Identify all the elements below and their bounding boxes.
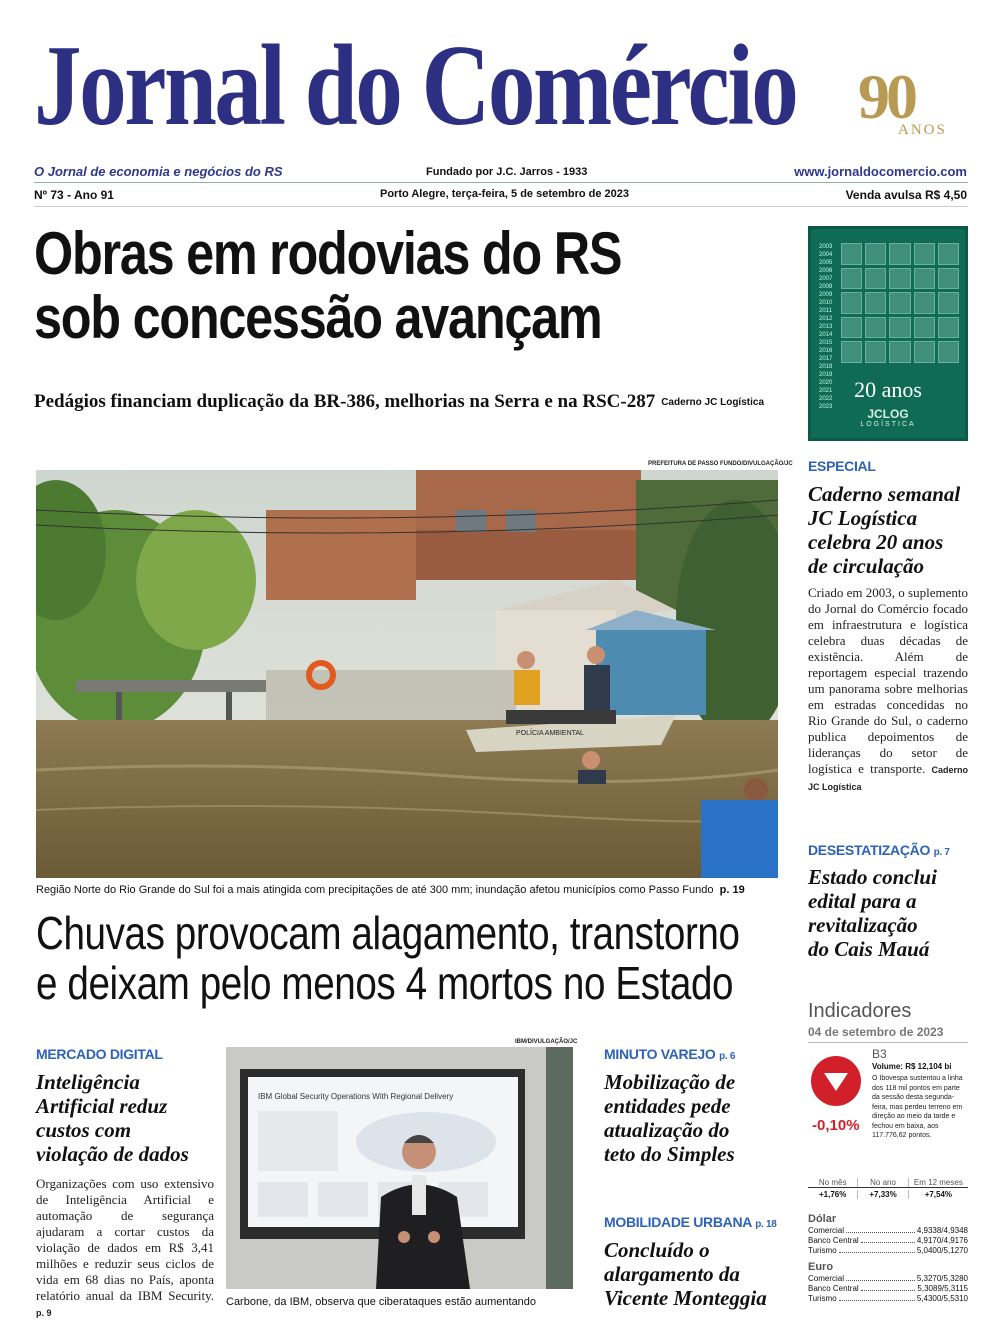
photo1-caption: Região Norte do Rio Grande do Sul foi a mais atingida com precipitações de até 300 mm; inundação afetou municípios como Passo Fundo p. 19 <box>36 884 745 896</box>
promo-year: 2021 <box>819 388 833 394</box>
photo1-page: p. 19 <box>719 884 745 896</box>
euro-row: Comercial 5,3270/5,3280 <box>808 1274 968 1283</box>
especial-section: ESPECIAL <box>808 458 876 474</box>
promo-year: 2019 <box>819 372 833 378</box>
promo-year: 2018 <box>819 364 833 370</box>
promo-year: 2016 <box>819 348 833 354</box>
issue-date: Porto Alegre, terça-feira, 5 de setembro de 2023 <box>380 188 630 200</box>
promo-year: 2017 <box>819 356 833 362</box>
promo-year: 2022 <box>819 396 833 402</box>
screen-title: IBM Global Security Operations With Regional Delivery <box>258 1092 454 1101</box>
especial-headline[interactable]: Caderno semanal JC Logística celebra 20 anos de circulação <box>808 482 961 578</box>
mercado-page: p. 9 <box>36 1308 52 1318</box>
dolar-row: Banco Central 4,9170/4,9176 <box>808 1236 968 1245</box>
promo-year: 2006 <box>819 268 833 274</box>
b3-change: -0,10% <box>812 1117 860 1134</box>
jc-logistica-promo[interactable] <box>808 226 968 441</box>
lead-headline[interactable] <box>34 222 672 350</box>
perf-values: +1,76% +7,33% +7,54% <box>808 1190 968 1199</box>
dolar-title: Dólar <box>808 1213 837 1225</box>
website-link[interactable]: www.jornaldocomercio.com <box>794 164 967 179</box>
photo2-caption: Carbone, da IBM, observa que ciberataques estão aumentando <box>226 1296 537 1308</box>
boat-text: POLÍCIA AMBIENTAL <box>516 730 584 737</box>
price: Venda avulsa R$ 4,50 <box>845 188 967 202</box>
masthead-divider <box>34 182 968 183</box>
lead-deck-text: Pedágios financiam duplicação da BR-386, melhorias na Serra e na RSC-287 <box>34 391 656 412</box>
masthead-title: Jornal do Comércio <box>34 22 797 150</box>
mercado-body: Organizações com uso extensivo de Inteligência Artificial e automação de segurança ajudaram a cortar custos da violação de dados em R$ 3,41 milhões e reduzir seus ciclos de vida em 68 dias no País, aponta relatório anual da IBM Security. p. 9 <box>36 1176 214 1318</box>
b3-label: B3 <box>872 1047 887 1061</box>
mercado-section: MERCADO DIGITAL <box>36 1046 163 1062</box>
founded-note: Fundado por J.C. Jarros - 1933 <box>426 166 588 178</box>
lead-deck <box>34 391 764 413</box>
promo-year: 2008 <box>819 284 833 290</box>
promo-year: 2011 <box>819 308 832 314</box>
lead-deck-tag: Caderno JC Logística <box>661 397 765 409</box>
mobilidade-section: MOBILIDADE URBANA p. 18 <box>604 1214 777 1230</box>
promo-year: 2003 <box>819 244 833 250</box>
slogan: O Jornal de economia e negócios do RS <box>34 164 283 179</box>
promo-year: 2013 <box>819 324 833 330</box>
dolar-row: Turismo 5,0400/5,1270 <box>808 1246 968 1255</box>
especial-tag: Caderno JC Logística <box>808 765 968 792</box>
desestatizacao-headline[interactable]: Estado conclui edital para a revitalização do Cais Mauá <box>808 865 937 961</box>
indicadores-date: 04 de setembro de 2023 <box>808 1025 944 1039</box>
down-arrow-icon <box>811 1056 861 1106</box>
mobilidade-headline[interactable]: Concluído o alargamento da Vicente Monteggia <box>604 1238 767 1310</box>
varejo-headline[interactable]: Mobilização de entidades pede atualização do teto do Simples <box>604 1070 736 1166</box>
promo-title: 20 anos <box>854 377 922 402</box>
euro-row: Turismo 5,4300/5,5310 <box>808 1294 968 1303</box>
promo-year: 2023 <box>819 404 833 410</box>
promo-year: 2004 <box>819 252 833 258</box>
anniversary-label: ANOS <box>898 122 947 138</box>
promo-year: 2012 <box>819 316 833 322</box>
ibm-photo <box>226 1047 573 1289</box>
euro-title: Euro <box>808 1261 834 1273</box>
promo-year: 2005 <box>819 260 833 266</box>
desestatizacao-section: DESESTATIZAÇÃO p. 7 <box>808 842 950 858</box>
promo-year: 2007 <box>819 276 833 282</box>
varejo-section: MINUTO VAREJO p. 6 <box>604 1046 736 1062</box>
b3-volume: Volume: R$ 12,104 bi <box>872 1062 952 1071</box>
info-divider <box>34 206 968 207</box>
jclog-logo: JCLOG LOGÍSTICA <box>860 407 916 428</box>
dolar-table <box>808 1226 968 1256</box>
flood-photo <box>36 470 778 878</box>
especial-body: Criado em 2003, o suplemento do Jornal do Comércio focado em infraestrutura e logística celebra duas décadas de existência. Além de reportagem especial trazendo um panorama sobre melhorias em estradas concedidas no Rio Grande do Sul, o caderno publica depoimentos de lideranças do setor de logística e transporte. Caderno JC Logística <box>808 585 968 792</box>
perf-headers: No mês No ano Em 12 meses <box>808 1178 968 1188</box>
promo-year: 2020 <box>819 380 833 386</box>
second-headline-line2: e deixam pelo menos 4 mortos no Estado <box>36 957 734 1009</box>
second-headline-line1: Chuvas provocam alagamento, transtorno <box>36 907 740 959</box>
lead-headline-line2: sob concessão avançam <box>34 284 602 351</box>
euro-row: Banco Central 5,3089/5,3115 <box>808 1284 968 1293</box>
promo-year: 2010 <box>819 300 833 306</box>
b3-text: O Ibovespa sustentou a linha dos 118 mil pontos em parte da sessão desta segunda-feira, mas perdeu terreno em direção ao meio da tarde e fechou em baixa, aos 117.776,62 pontos. <box>872 1075 963 1139</box>
euro-table <box>808 1274 968 1304</box>
indicadores-divider <box>808 1042 968 1043</box>
dolar-row: Comercial 4,9338/4,9348 <box>808 1226 968 1235</box>
indicadores-title: Indicadores <box>808 1000 912 1022</box>
photo2-credit: IBM/DIVULGAÇÃO/JC <box>515 1039 578 1045</box>
mercado-headline[interactable]: Inteligência Artificial reduz custos com violação de dados <box>36 1070 189 1166</box>
edition-number: Nº 73 - Ano 91 <box>34 188 114 202</box>
promo-year: 2014 <box>819 332 833 338</box>
promo-covers-grid <box>841 243 959 363</box>
anniversary-badge <box>858 62 968 142</box>
second-headline[interactable] <box>36 907 740 1009</box>
promo-year: 2015 <box>819 340 833 346</box>
lead-headline-line1: Obras em rodovias do RS <box>34 220 622 287</box>
anniversary-number: 90 <box>858 61 914 132</box>
promo-year: 2009 <box>819 292 833 298</box>
photo1-credit: PREFEITURA DE PASSO FUNDO/DIVULGAÇÃO/JC <box>648 461 793 467</box>
